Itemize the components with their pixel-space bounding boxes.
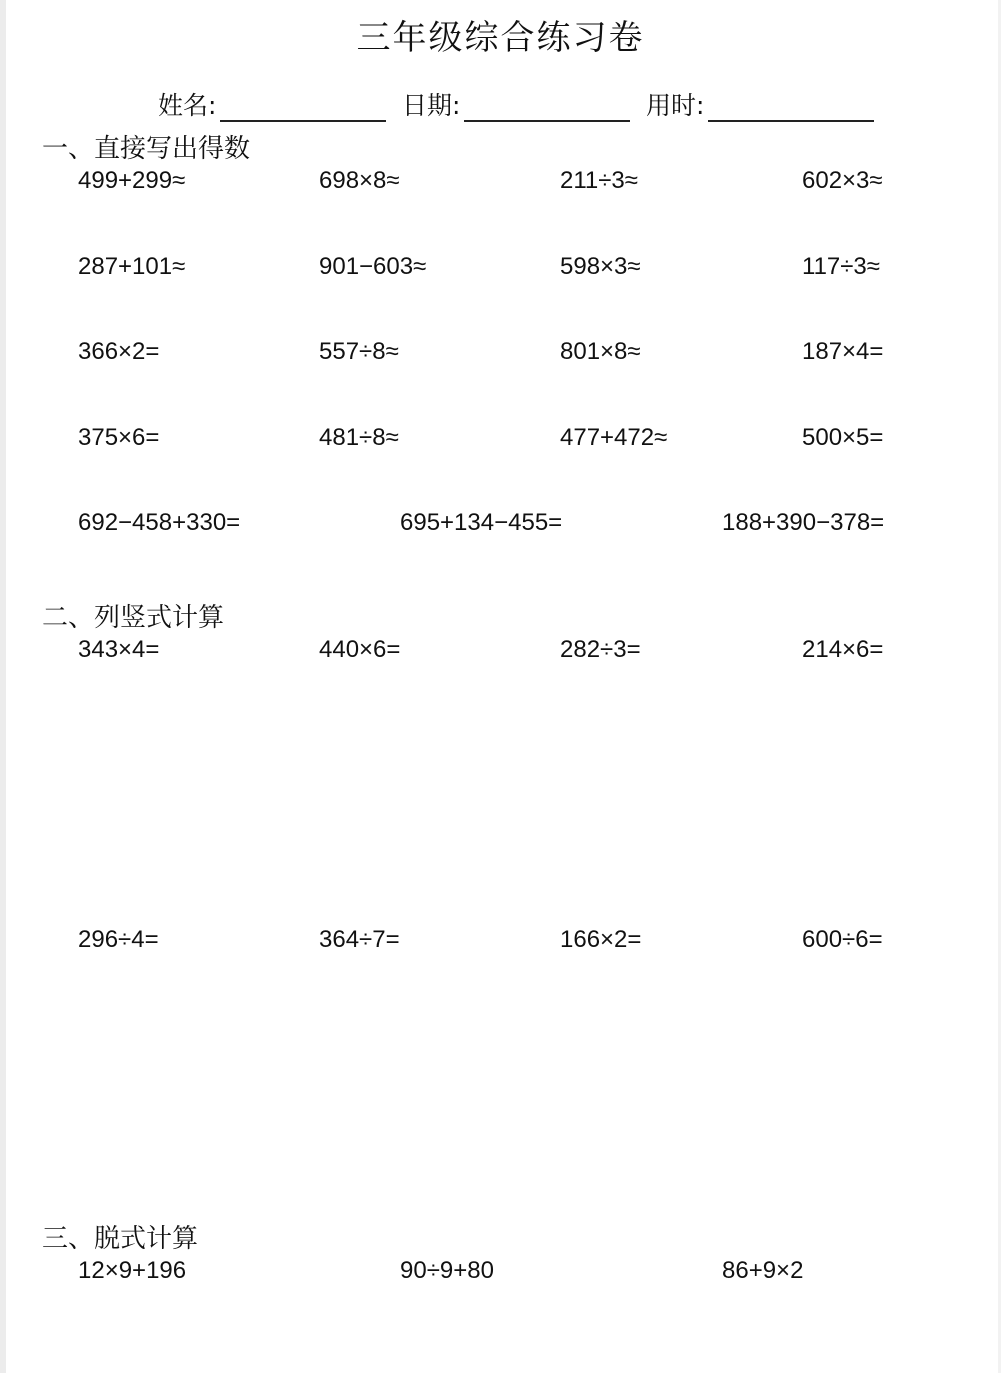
problem: 282÷3= — [560, 636, 641, 663]
problem: 187×4= — [802, 338, 884, 365]
page-title: 三年级综合练习卷 — [356, 18, 645, 58]
problem: 366×2= — [78, 338, 160, 365]
problem: 86+9×2 — [722, 1257, 804, 1284]
problem: 500×5= — [802, 424, 884, 451]
section-3-heading: 三、脱式计算 — [42, 1224, 199, 1254]
problem: 499+299≈ — [78, 167, 186, 194]
problem: 698×8≈ — [319, 167, 400, 194]
problem: 801×8≈ — [560, 338, 641, 365]
problem: 296÷4= — [78, 926, 159, 953]
problem: 477+472≈ — [560, 424, 668, 451]
problem: 557÷8≈ — [319, 338, 399, 365]
problem: 602×3≈ — [802, 167, 883, 194]
problem: 211÷3≈ — [560, 167, 638, 194]
problem: 90÷9+80 — [400, 1257, 494, 1284]
date-blank-line — [464, 94, 630, 122]
page-edge-left — [0, 0, 6, 1373]
problem: 117÷3≈ — [802, 253, 880, 280]
problem: 166×2= — [560, 926, 642, 953]
problem: 598×3≈ — [560, 253, 641, 280]
problem: 692−458+330= — [78, 509, 241, 536]
time-blank-line — [708, 94, 874, 122]
problem: 375×6= — [78, 424, 160, 451]
problem: 188+390−378= — [722, 509, 885, 536]
name-blank-line — [220, 94, 386, 122]
problem: 440×6= — [319, 636, 401, 663]
problem: 481÷8≈ — [319, 424, 399, 451]
student-info-row — [158, 86, 898, 120]
date-label: 日期: — [402, 91, 461, 120]
time-label: 用时: — [646, 91, 705, 120]
section-1-heading: 一、直接写出得数 — [42, 134, 251, 164]
problem: 12×9+196 — [78, 1257, 187, 1284]
problem: 214×6= — [802, 636, 884, 663]
problem: 695+134−455= — [400, 509, 563, 536]
problem: 901−603≈ — [319, 253, 427, 280]
problem: 364÷7= — [319, 926, 400, 953]
name-field — [158, 86, 386, 122]
section-2-heading: 二、列竖式计算 — [42, 603, 225, 633]
problem: 287+101≈ — [78, 253, 186, 280]
date-field — [402, 86, 630, 122]
name-label: 姓名: — [158, 91, 217, 120]
time-field — [646, 86, 874, 122]
problem: 600÷6= — [802, 926, 883, 953]
problem: 343×4= — [78, 636, 160, 663]
